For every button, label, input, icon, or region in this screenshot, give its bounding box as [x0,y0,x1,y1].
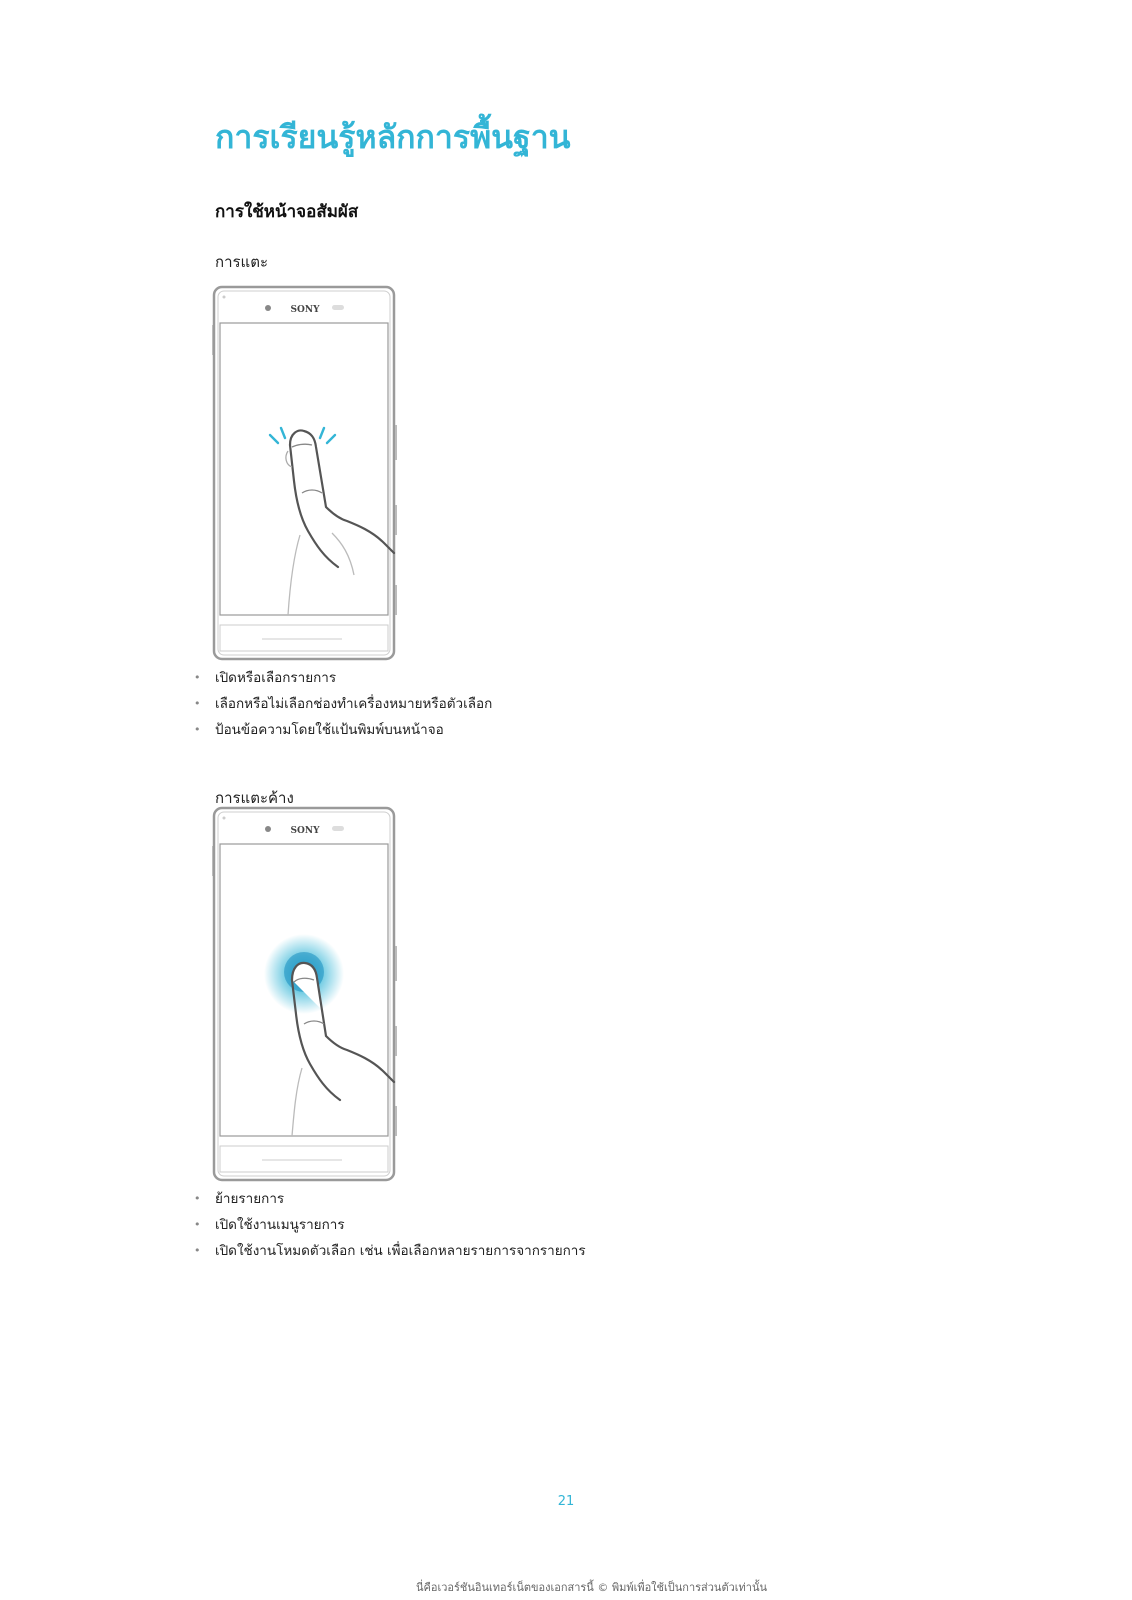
list-item: • เปิดใช้งานโหมดตัวเลือก เช่น เพื่อเลือกหลายรายการจากรายการ [190,1238,586,1264]
section-title: การใช้หน้าจอสัมผัส [215,202,359,222]
tap-bullet-list [190,665,492,743]
touch-and-hold-illustration [212,806,400,1186]
footer-note: นี่คือเวอร์ชันอินเทอร์เน็ตของเอกสารนี้ © พิมพ์เพื่อใช้เป็นการส่วนตัวเท่านั้น [415,1581,767,1594]
list-item: • เปิดใช้งานเมนูรายการ [190,1212,586,1238]
tap-subtitle: การแตะ [215,253,269,271]
list-item: • ย้ายรายการ [190,1186,586,1212]
list-item: • เลือกหรือไม่เลือกช่องทำเครื่องหมายหรือตัวเลือก [190,691,492,717]
hold-subtitle: การแตะค้าง [215,789,294,807]
list-item: • ป้อนข้อความโดยใช้แป้นพิมพ์บนหน้าจอ [190,717,492,743]
hold-phone-brand: SONY [290,826,320,836]
list-item: • เปิดหรือเลือกรายการ [190,665,492,691]
tap-phone-brand: SONY [290,305,320,315]
page-number: 21 [557,1494,575,1509]
tap-gesture-illustration [212,285,400,665]
hold-bullet-list [190,1186,586,1264]
chapter-title: การเรียนรู้หลักการพื้นฐาน [215,118,571,156]
